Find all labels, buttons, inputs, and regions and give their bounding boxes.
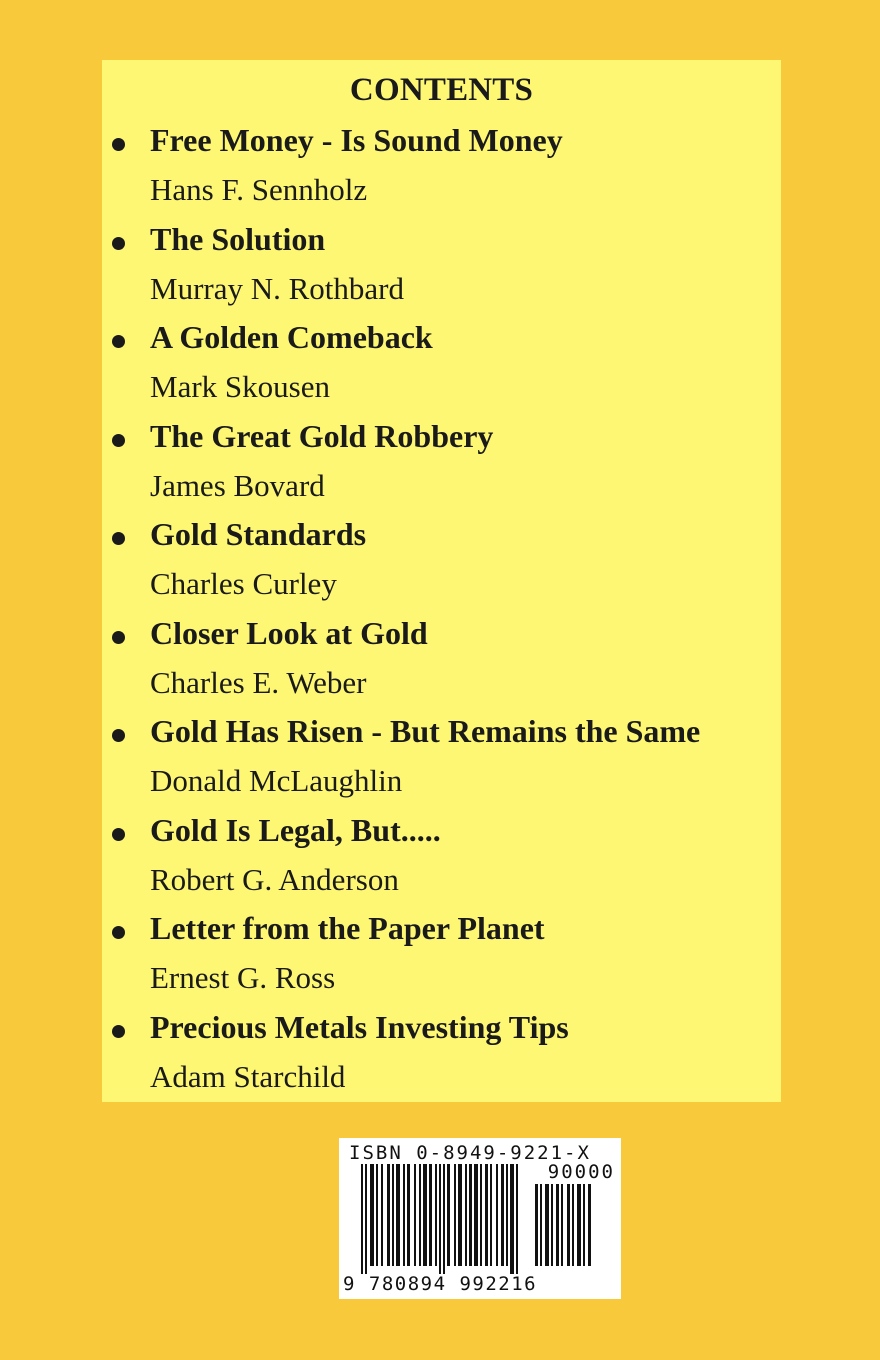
barcode-bar: [485, 1164, 488, 1266]
list-item: [102, 711, 781, 810]
barcode-bar: [540, 1184, 542, 1266]
list-item: [102, 908, 781, 1007]
barcode-bar: [545, 1184, 549, 1266]
entry-title: Gold Is Legal, But.....: [150, 811, 441, 848]
entry-author: Murray N. Rothbard: [150, 270, 404, 306]
bullet-icon: [112, 237, 125, 250]
barcode-bar: [435, 1164, 437, 1266]
entry-author: James Bovard: [150, 467, 325, 503]
entry-title: A Golden Comeback: [150, 319, 433, 355]
entry-title: The Great Gold Robbery: [150, 417, 494, 454]
barcode-bar: [572, 1184, 574, 1266]
barcode-bar: [392, 1164, 394, 1266]
barcode-bar: [454, 1164, 456, 1266]
list-item: [102, 1007, 781, 1106]
bullet-icon: [112, 729, 125, 742]
barcode-bar: [556, 1184, 559, 1266]
contents-title: CONTENTS: [349, 72, 534, 108]
barcode-addon-bars: [535, 1184, 613, 1274]
barcode-bar: [469, 1164, 472, 1266]
barcode-bar: [551, 1184, 553, 1266]
barcode-bar: [458, 1164, 462, 1266]
barcode-bar: [443, 1164, 445, 1274]
entry-author: Donald McLaughlin: [150, 763, 403, 798]
barcode-bar: [439, 1164, 441, 1274]
barcode-bar: [516, 1164, 518, 1274]
entry-title: Precious Metals Investing Tips: [150, 1008, 569, 1045]
bullet-icon: [112, 434, 125, 447]
entry-author: Adam Starchild: [150, 1058, 346, 1094]
bullet-icon: [112, 1025, 125, 1038]
entry-title: Free Money - Is Sound Money: [150, 122, 563, 158]
contents-panel: [102, 60, 781, 1102]
barcode-bar: [480, 1164, 482, 1266]
barcode-bars: [361, 1164, 531, 1274]
list-item: [102, 613, 781, 712]
barcode-bar: [365, 1164, 367, 1274]
barcode-bar: [583, 1184, 585, 1266]
entry-title: Gold Standards: [150, 516, 367, 552]
list-item: [102, 514, 781, 613]
barcode-bar: [361, 1164, 363, 1274]
bullet-icon: [112, 926, 125, 939]
barcode-bar: [465, 1164, 467, 1266]
barcode-bar: [447, 1164, 450, 1266]
bullet-icon: [112, 828, 125, 841]
isbn-text: ISBN 0-8949-9221-X: [349, 1142, 591, 1164]
list-item: [102, 219, 781, 318]
barcode-bar: [381, 1164, 383, 1266]
ean-code: 9 780894 992216: [343, 1273, 538, 1295]
barcode-label: [339, 1138, 621, 1299]
barcode-bar: [496, 1164, 498, 1266]
barcode-bar: [490, 1164, 492, 1266]
barcode-bar: [419, 1164, 421, 1266]
barcode-bar: [423, 1164, 427, 1266]
barcode-bar: [506, 1164, 508, 1266]
list-item: [102, 120, 781, 219]
barcode-bar: [376, 1164, 378, 1266]
barcode-bar: [407, 1164, 410, 1266]
barcode-bar: [510, 1164, 514, 1274]
bullet-icon: [112, 138, 125, 151]
barcode-bar: [577, 1184, 581, 1266]
barcode-bar: [588, 1184, 591, 1266]
bullet-icon: [112, 631, 125, 644]
barcode-bar: [429, 1164, 432, 1266]
barcode-bar: [370, 1164, 374, 1266]
list-item: [102, 416, 781, 515]
barcode-bar: [561, 1184, 563, 1266]
barcode-bar: [414, 1164, 416, 1266]
entry-title: The Solution: [150, 220, 326, 257]
entry-author: Charles E. Weber: [150, 664, 367, 700]
entry-author: Mark Skousen: [150, 369, 330, 404]
contents-list: [102, 120, 781, 1105]
entry-title: Closer Look at Gold: [150, 614, 428, 651]
barcode-bar: [403, 1164, 405, 1266]
entry-title: Letter from the Paper Planet: [150, 910, 545, 946]
bullet-icon: [112, 532, 125, 545]
entry-title: Gold Has Risen - But Remains the Same: [150, 713, 701, 749]
entry-author: Robert G. Anderson: [150, 861, 399, 897]
barcode-bar: [501, 1164, 504, 1266]
list-item: [102, 317, 781, 416]
barcode-bar: [567, 1184, 570, 1266]
entry-author: Charles Curley: [150, 566, 337, 601]
bullet-icon: [112, 335, 125, 348]
entry-author: Ernest G. Ross: [150, 960, 336, 995]
barcode-bar: [474, 1164, 478, 1266]
list-item: [102, 810, 781, 909]
entry-author: Hans F. Sennholz: [150, 172, 368, 207]
barcode-bar: [396, 1164, 400, 1266]
price-code: 90000: [547, 1161, 615, 1183]
barcode-bar: [387, 1164, 390, 1266]
barcode-bar: [535, 1184, 538, 1266]
